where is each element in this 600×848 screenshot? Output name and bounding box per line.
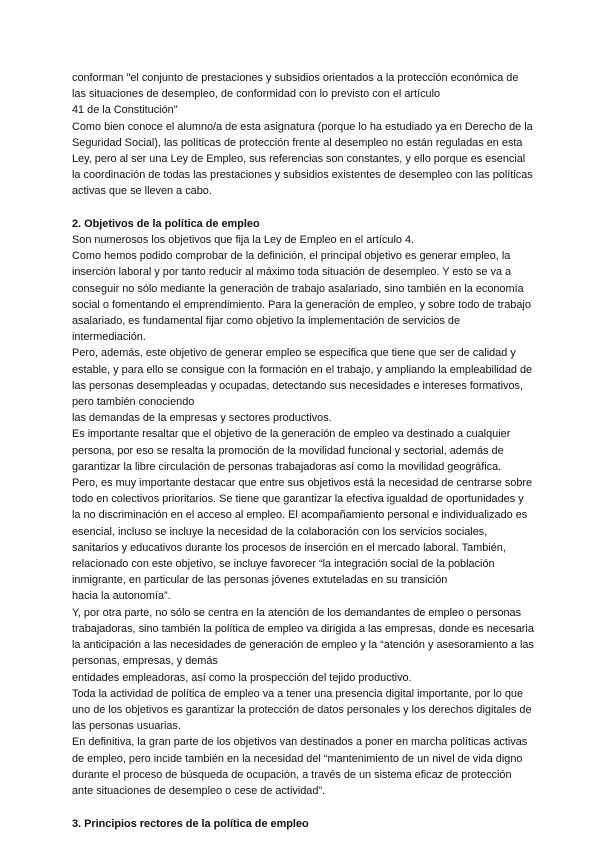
paragraph: conforman "el conjunto de prestaciones y subsidios orientados a la protección económica de las situaciones de desempleo, de conformidad con lo previsto con el artículo	[72, 72, 519, 101]
paragraph: entidades empleadoras, así como la prospección del tejido productivo.	[72, 671, 412, 684]
paragraph: las demandas de la empresas y sectores productivos.	[72, 412, 332, 425]
paragraph: Y, por otra parte, no sólo se centra en la atención de los demandantes de empleo o personas trabajadoras, sino también la política de empleo va dirigida a las empresas, donde es necesaria la anticipación a las necesidades de generación de empleo y la “atención y asesoramiento a las personas, empresas, y demás	[72, 606, 534, 668]
paragraph: 41 de la Constitución"	[72, 104, 178, 117]
paragraph: Pero, es muy importante destacar que entre sus objetivos está la necesidad de centrarse sobre todo en colectivos prioritarios. Se tiene que garantizar la efectiva igualdad de oportunidades y la no discriminación en el acceso al empleo. El acompañamiento personal e individualizado es esencial, incluso se incluye la necesidad de la colaboración con los servicios sociales, sanitarios y educativos durante los procesos de inserción en el mercado laboral. También, relacionado con este objetivo, se incluye favorecer “la integración social de la población inmigrante, en particular de las personas jóvenes extuteladas en su transición	[72, 477, 533, 587]
paragraph: hacia la autonomía”.	[72, 590, 171, 603]
section-heading-principios: 3. Principios rectores de la política de empleo	[72, 818, 309, 831]
section-heading-objetivos: 2. Objetivos de la política de empleo	[72, 217, 260, 230]
document-page	[72, 70, 534, 832]
paragraph: Pero, además, este objetivo de generar empleo se especifica que tiene que ser de calidad y estable, y para ello se consigue con la formación en el trabajo, y ampliando la empleabilidad de las personas desempleadas y ocupadas, detectando sus necesidades e intereses formativos, pero también conociendo	[72, 347, 533, 409]
paragraph: Como hemos podido comprobar de la definición, el principal objetivo es generar empleo, la inserción laboral y por tanto reducir al máximo toda situación de desempleo. Y esto se va a conseguir no sólo mediante la generación de trabajo asalariado, sino también en la economía social o fomentando el emprendimiento. Para la generación de empleo, y sobre todo de trabajo asalariado, es fundamental fijar como objetivo la implementación de servicios de intermediación.	[72, 250, 531, 344]
paragraph: Son numerosos los objetivos que fija la Ley de Empleo en el artículo 4.	[72, 234, 415, 247]
paragraph: En definitiva, la gran parte de los objetivos van destinados a poner en marcha políticas activas de empleo, pero incide también en la necesidad del “mantenimiento de un nivel de vida digno durante el proceso de búsqueda de ocupación, a través de un sistema eficaz de protección ante situaciones de desempleo o cese de actividad”.	[72, 736, 528, 797]
spacer	[72, 799, 534, 816]
paragraph: Como bien conoce el alumno/a de esta asignatura (porque lo ha estudiado ya en Derecho de la Seguridad Social), las políticas de protección frente al desempleo no están reguladas en esta Ley, pero al ser una Ley de Empleo, sus referencias son constantes, y ello porque es esencial la coordinación de todas las prestaciones y subsidios existentes de desempleo con las políticas activas que se lleven a cabo.	[72, 120, 533, 198]
paragraph: Es importante resaltar que el objetivo de la generación de empleo va destinado a cualquier persona, por eso se resalta la promoción de la movilidad funcional y sectorial, además de garantizar la libre circulación de personas trabajadoras así como la movilidad geográfica.	[72, 428, 511, 473]
paragraph: Toda la actividad de política de empleo va a tener una presencia digital importante, por lo que uno de los objetivos es garantizar la protección de datos personales y los derechos digitales de las personas usuarias.	[72, 687, 532, 733]
spacer	[72, 200, 534, 216]
